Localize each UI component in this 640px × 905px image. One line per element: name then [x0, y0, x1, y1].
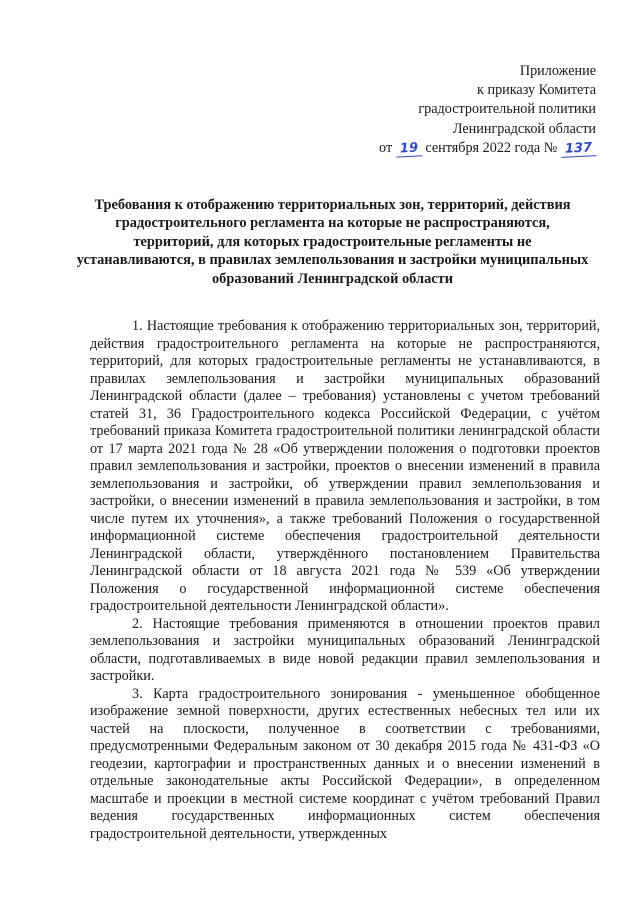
appendix-date-line	[379, 139, 596, 158]
paragraph-3: 3. Карта градостроительного зонирования - уменьшенное обобщенное изображение земной поверхности, других естественных небесных тел или их частей на плоскости, полученное в соответствии с требованиями, предусмотренными Федеральным законом от 30 декабря 2015 года № 431-ФЗ «О геодезии, картографии и пространственных данных и о внесении изменений в отдельные законодательные акты Российской Федерации», в определенном масштабе и проекции в местной системе координат с учётом требований Правил ведения государственных информационных систем обеспечения градостроительной деятельности, утвержденных	[90, 685, 600, 842]
appendix-line-3: градостроительной политики	[418, 101, 596, 118]
appendix-line-1: Приложение	[519, 63, 596, 79]
handwritten-day: 19	[395, 140, 422, 157]
appendix-line-4: Ленинградской области	[452, 120, 596, 137]
paragraph-2: 2. Настоящие требования применяются в отношении проектов правил землепользования и застройки муниципальных образований Ленинградской области, подготавливаемых в виде новой редакции правил землепользования и застройки.	[90, 615, 600, 684]
date-prefix: от	[379, 139, 393, 156]
handwritten-order-number: 137	[560, 140, 596, 158]
date-rest: сентября 2022 года №	[425, 139, 558, 156]
document-body	[90, 318, 600, 843]
paragraph-1: 1. Настоящие требования к отображению территориальных зон, территорий, действия градостроительного регламента на которые не распространяются, территорий, для которых градостроительные регламенты не устанавливаются, в правилах землепользования и застройки муниципальных образований Ленинградской области (далее – требования) установлены с учетом требований статей 31, 36 Градостроительного кодекса Российской Федерации, с учётом требований приказа Комитета градостроительной политики ленинградской области от 17 марта 2021 года № 28 «Об утверждении положения о подготовки проектов правил землепользования и застройки, проектов о внесении изменений в правила землепользования и застройки, об утверждении правил землепользования и застройки, о внесении изменений в правила землепользования и застройки, в том числе путем их уточнения», а также требований Положения о государственной информационной системе обеспечения градостроительной деятельности Ленинградской области, утверждённого постановлением Правительства Ленинградской области от 18 августа 2021 года № 539 «Об утверждении Положения о государственной информационной системе обеспечения градостроительной деятельности Ленинградской области».	[90, 318, 600, 614]
appendix-header	[379, 62, 596, 158]
document-title: Требования к отображению территориальных зон, территорий, действия градостроительного регламента на которые не распространяются, территорий, для которых градостроительные регламенты не устанавливаются, в правилах землепользования и застройки муниципальных образований Ленинградской области	[76, 197, 589, 287]
appendix-line-2: к приказу Комитета	[477, 82, 596, 99]
